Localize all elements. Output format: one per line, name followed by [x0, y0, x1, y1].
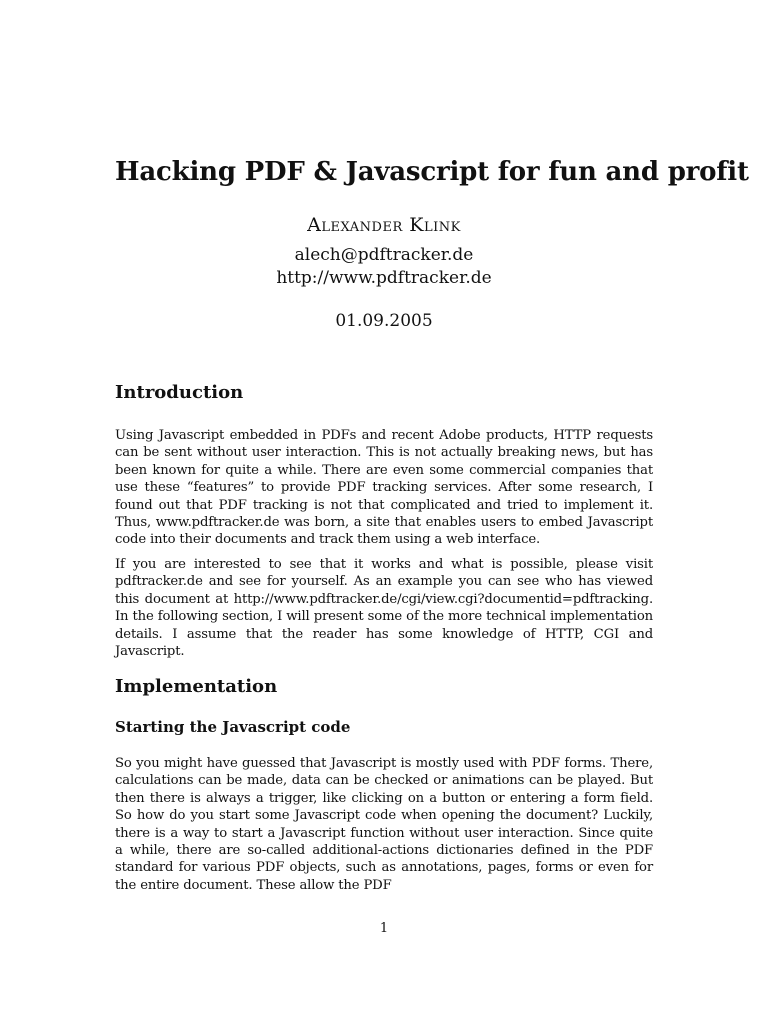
paragraph-implementation-1: So you might have guessed that Javascript is mostly used with PDF forms. There, calculations can be made, data can be checked or animations can be played. But then there is always a trigger, like clicking on a button or entering a form field. So how do you start some Javascript code when opening the document? Luckily, there is a way to start a Javascript function without user interaction. Since quite a while, there are so-called additional-actions dictionaries defined in the PDF standard for various PDF objects, such as annotations, pages, forms or even for the entire document. These allow the PDF: [115, 756, 653, 893]
publication-date: 01.09.2005: [335, 311, 433, 331]
author-name: Alexander Klink: [307, 214, 461, 236]
paragraph-intro-1: Using Javascript embedded in PDFs and recent Adobe products, HTTP requests can be sent without user interaction. This is not actually breaking news, but has been known for quite a while. There are even some commercial companies that use these “features” to provide PDF tracking services. After some research, I found out that PDF tracking is not that complicated and tried to implement it. Thus, www.pdftracker.de was born, a site that enables users to embed Javascript code into their documents and track them using a web interface.: [115, 428, 653, 548]
section-heading-implementation: Implementation: [115, 676, 278, 697]
page-number: 1: [379, 921, 389, 936]
paper-title: Hacking PDF & Javascript for fun and profit: [115, 157, 749, 187]
section-heading-introduction: Introduction: [115, 382, 244, 403]
subsection-heading-starting-javascript: Starting the Javascript code: [115, 718, 351, 736]
author-website: http://www.pdftracker.de: [276, 268, 492, 288]
author-email: alech@pdftracker.de: [294, 245, 474, 265]
paragraph-intro-2: If you are interested to see that it works and what is possible, please visit pdftracker.de and see for yourself. As an example you can see who has viewed this document at http://www.pdftracker.de/cgi/view.cgi?documentid=pdftracking. In the following section, I will present some of the more technical implementation details. I assume that the reader has some knowledge of HTTP, CGI and Javascript.: [115, 557, 653, 660]
